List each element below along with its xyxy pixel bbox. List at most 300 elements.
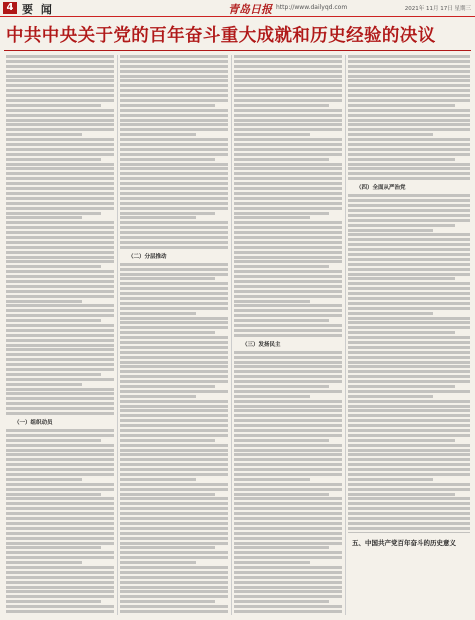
body-text-line [6,241,114,244]
body-text-line [120,527,228,530]
body-text-line [120,177,228,180]
body-text-line [6,55,114,58]
body-text-line [234,449,342,452]
body-text-line [6,182,114,185]
body-text-line [348,128,470,131]
body-text-line [348,468,470,471]
body-text-line [234,439,329,442]
body-text-line [120,375,228,378]
body-text-line [348,532,470,533]
body-text-line [6,407,114,410]
body-text-line [234,586,342,589]
body-text-line [234,84,342,87]
body-text-line [234,453,342,456]
body-text-line [234,405,342,408]
body-text-line [6,600,101,603]
body-text-line [120,148,228,151]
body-text-line [234,493,329,496]
body-text-line [120,546,215,549]
body-text-line [6,512,114,515]
body-text-line [6,586,114,589]
body-text-line [120,273,228,276]
body-text-line [6,207,114,210]
body-text-line [6,84,114,87]
body-text-line [234,119,342,122]
body-text-line [348,99,470,102]
body-text-line [6,295,114,298]
body-text-line [6,517,114,520]
body-text-line [6,429,114,432]
body-text-line [6,449,114,452]
body-text-line [234,434,342,437]
body-text-line [120,483,228,486]
body-text-line [348,243,470,246]
body-text-line [6,256,114,259]
body-text-line [348,449,470,452]
body-text-line [234,241,342,244]
body-text-line [348,258,470,261]
body-text-line [348,488,470,491]
body-text-line [348,273,470,276]
body-text-line [234,334,342,337]
body-text-line [6,373,101,376]
body-text-line [234,361,342,364]
body-text-line [6,473,114,476]
body-text-line [120,158,215,161]
body-text-line [348,297,470,300]
body-text-line [234,236,342,239]
body-text-line [348,497,470,500]
body-text-line [6,383,82,386]
body-text-line [348,346,470,349]
body-text-line [348,409,470,412]
body-text-line [6,610,114,613]
body-text-line [234,114,342,117]
body-text-line [6,119,114,122]
body-text-line [6,595,114,598]
body-text-line [6,65,114,68]
body-text-line [234,365,342,368]
body-text-line [234,414,342,417]
body-text-line [234,202,342,205]
body-text-line [234,329,342,332]
body-text-line [6,260,114,263]
body-text-line [120,468,228,471]
body-text-line [234,576,342,579]
body-text-line [6,231,114,234]
body-text-line [120,307,228,310]
body-text-line [120,532,228,535]
body-text-line [234,158,329,161]
body-text-line [348,177,470,180]
body-text-line [348,302,470,305]
body-text-line [348,79,470,82]
body-text-line [234,527,342,530]
body-text-line [348,60,470,63]
body-text-line [120,182,228,185]
article-subhead: （二）分层推动 [128,253,167,260]
body-text-line [348,326,470,329]
body-text-line [120,70,228,73]
body-text-line [234,172,342,175]
body-text-line [120,236,228,239]
body-text-line [6,177,114,180]
body-text-line [348,361,470,364]
body-text-line [6,123,114,126]
body-text-line [6,581,114,584]
body-text-line [6,128,114,131]
body-text-line [348,429,470,432]
body-text-line [120,341,228,344]
body-text-line [6,251,114,254]
body-text-line [348,238,470,241]
body-text-line [348,385,455,388]
body-text-line [348,341,470,344]
body-text-line [120,246,228,249]
body-text-line [120,187,228,190]
body-text-line [234,370,342,373]
body-text-line [348,229,433,232]
body-text-line [120,537,228,540]
body-text-line [120,473,228,476]
body-text-line [120,197,228,200]
section-name: 要 闻 [22,3,54,16]
body-text-line [348,522,470,525]
body-text-line [234,65,342,68]
body-text-line [6,163,114,166]
body-text-line [234,212,329,215]
body-text-line [234,89,342,92]
body-text-line [348,248,470,251]
body-text-line [6,458,114,461]
body-text-line [234,123,342,126]
text-column-3 [234,55,342,615]
body-text-line [6,368,114,371]
body-text-line [234,590,342,593]
body-text-line [348,307,470,310]
body-text-line [120,302,228,305]
body-text-line [348,444,470,447]
body-text-line [234,285,342,288]
body-text-line [6,133,82,136]
body-text-line [120,610,228,613]
body-text-line [120,172,228,175]
body-text-line [234,409,342,412]
body-text-line [120,390,228,393]
body-text-line [120,512,228,515]
body-text-line [120,478,196,481]
body-text-line [6,468,114,471]
body-text-line [234,532,342,535]
body-text-line [120,429,228,432]
body-text-line [120,590,228,593]
body-text-line [348,204,470,207]
body-text-line [234,468,342,471]
body-text-line [120,331,215,334]
body-text-line [6,109,114,112]
body-text-line [6,561,82,564]
body-text-line [234,94,342,97]
body-text-line [6,378,114,381]
body-text-line [234,517,342,520]
body-text-line [234,260,342,263]
body-text-line [120,434,228,437]
body-text-line [234,502,342,505]
body-text-line [120,84,228,87]
body-text-line [234,295,342,298]
body-text-line [6,192,114,195]
body-text-line [120,292,228,295]
body-text-line [234,55,342,58]
body-text-line [6,143,114,146]
body-text-line [6,324,114,327]
body-text-line [120,576,228,579]
body-text-line [120,128,228,131]
body-text-line [6,212,101,215]
body-text-line [234,128,342,131]
body-text-line [234,429,342,432]
body-text-line [348,400,470,403]
body-text-line [6,478,82,481]
body-text-line [120,444,228,447]
body-text-line [348,473,470,476]
body-text-line [234,143,342,146]
body-text-line [348,312,433,315]
body-text-line [234,70,342,73]
body-text-line [234,265,329,268]
body-text-line [234,167,342,170]
body-text-line [6,344,114,347]
body-text-line [348,233,470,236]
body-text-line [120,409,228,412]
body-text-line [6,158,101,161]
body-text-line [348,507,470,510]
body-text-line [120,488,228,491]
body-text-line [348,493,455,496]
body-text-line [348,65,470,68]
body-text-line [348,143,470,146]
body-text-line [348,527,470,530]
body-text-line [234,99,342,102]
body-text-line [120,55,228,58]
body-text-line [348,317,470,320]
body-text-line [348,104,455,107]
body-text-line [348,478,433,481]
body-text-line [120,581,228,584]
body-text-line [348,390,470,393]
body-text-line [348,219,470,222]
body-text-line [120,424,228,427]
body-text-line [120,163,228,166]
body-text-line [120,326,228,329]
body-text-line [234,109,342,112]
body-text-line [234,138,342,141]
body-text-line [6,275,114,278]
body-text-line [348,199,470,202]
body-text-line [6,546,101,549]
article-headline: 中共中央关于党的百年奋斗重大成就和历史经验的决议 [6,26,436,46]
body-text-line [120,600,215,603]
body-text-line [348,167,470,170]
body-text-line [348,512,470,515]
body-text-line [234,300,310,303]
body-text-line [234,216,310,219]
body-text-line [120,317,228,320]
body-text-line [234,419,342,422]
body-text-line [234,177,342,180]
body-text-line [6,444,114,447]
body-text-line [234,275,342,278]
body-text-line [348,321,470,324]
body-text-line [6,358,114,361]
body-text-line [120,268,228,271]
body-text-line [6,551,114,554]
website-url[interactable]: http://www.dailyqd.com [276,4,348,11]
text-column-4 [348,55,470,533]
body-text-line [120,395,196,398]
body-text-line [120,556,228,559]
body-text-line [234,395,310,398]
body-text-line [120,571,228,574]
body-text-line [120,439,215,442]
body-text-line [120,153,228,156]
body-text-line [120,202,228,205]
body-text-line [6,571,114,574]
body-text-line [234,542,342,545]
body-text-line [348,148,470,151]
body-text-line [6,79,114,82]
body-text-line [120,231,228,234]
column-divider [231,55,232,615]
body-text-line [234,458,342,461]
body-text-line [120,566,228,569]
body-text-line [6,70,114,73]
body-text-line [348,424,470,427]
body-text-line [234,133,310,136]
body-text-line [234,153,342,156]
body-text-line [120,551,228,554]
body-text-line [6,226,114,229]
body-text-line [6,537,114,540]
body-text-line [120,336,228,339]
body-text-line [6,89,114,92]
body-text-line [6,329,114,332]
body-text-line [348,370,470,373]
section-title: 五、中国共产党百年奋斗的历史意义 [352,539,456,547]
body-text-line [234,473,342,476]
body-text-line [6,493,101,496]
body-text-line [234,571,342,574]
body-text-line [120,277,215,280]
body-text-line [234,304,342,307]
body-text-line [6,167,114,170]
body-text-line [120,89,228,92]
body-text-line [6,590,114,593]
body-text-line [120,75,228,78]
body-text-line [348,380,470,383]
body-text-line [6,265,101,268]
body-text-line [234,324,342,327]
body-text-line [348,517,470,520]
body-text-line [6,99,114,102]
body-text-line [234,463,342,466]
body-text-line [234,600,329,603]
body-text-line [6,392,114,395]
body-text-line [6,334,114,337]
body-text-line [120,400,228,403]
page-number: 4 [3,2,17,14]
body-text-line [234,497,342,500]
body-text-line [6,453,114,456]
text-column-1 [6,55,114,615]
body-text-line [234,163,342,166]
body-text-line [6,412,114,415]
body-text-line [234,356,342,359]
body-text-line [6,566,114,569]
body-text-line [348,123,470,126]
body-text-line [120,226,228,229]
body-text-line [234,566,342,569]
body-text-line [120,287,228,290]
body-text-line [120,192,228,195]
body-text-line [6,488,114,491]
body-text-line [6,483,114,486]
body-text-line [6,605,114,608]
body-text-line [234,231,342,234]
body-text-line [348,292,470,295]
body-text-line [234,104,329,107]
body-text-line [234,512,342,515]
body-text-line [348,138,470,141]
body-text-line [120,123,228,126]
issue-date: 2021年 11月 17日 星期三 [404,6,471,12]
body-text-line [234,187,342,190]
body-text-line [348,395,433,398]
body-text-line [348,331,455,334]
body-text-line [234,270,342,273]
body-text-line [348,439,455,442]
body-text-line [6,290,114,293]
body-text-line [234,605,342,608]
body-text-line [6,576,114,579]
body-text-line [120,365,228,368]
body-text-line [120,138,228,141]
body-text-line [234,197,342,200]
body-text-line [234,444,342,447]
body-text-line [120,109,228,112]
body-text-line [234,546,329,549]
body-text-line [6,434,114,437]
body-text-line [6,216,82,219]
body-text-line [234,207,342,210]
body-text-line [348,263,470,266]
body-text-line [120,297,228,300]
body-text-line [348,172,470,175]
body-text-line [6,246,114,249]
body-text-line [234,483,342,486]
body-text-line [348,405,470,408]
body-text-line [348,502,470,505]
body-text-line [234,507,342,510]
body-text-line [234,351,342,354]
article-subhead: （三）发扬民主 [242,341,281,348]
body-text-line [6,542,114,545]
body-text-line [120,216,196,219]
body-text-line [6,314,114,317]
body-text-line [120,507,228,510]
body-text-line [120,263,228,266]
page-header [0,0,475,17]
